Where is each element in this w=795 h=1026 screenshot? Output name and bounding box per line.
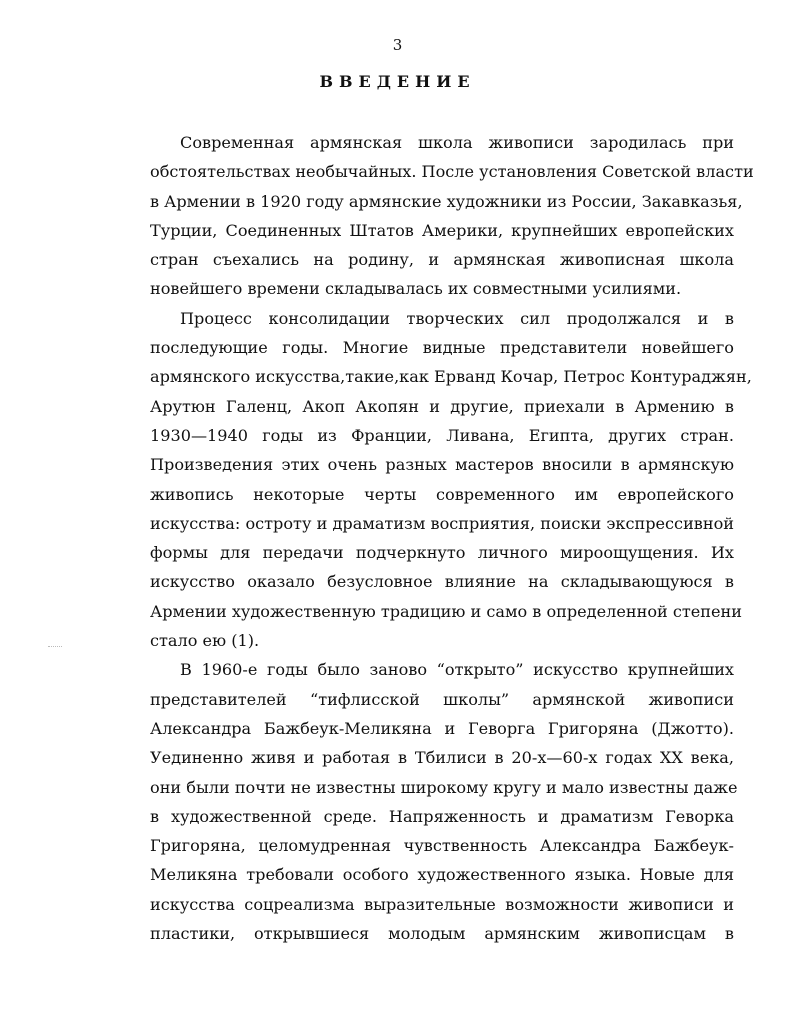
body-text: [150, 128, 754, 948]
text-line: Александра Бажбеук-Меликяна и Геворга Григоряна (Джотто).: [150, 718, 734, 738]
scan-margin-mark: [48, 646, 62, 648]
text-line: Процесс консолидации творческих сил продолжался и в: [180, 308, 734, 328]
page-title: ВВЕДЕНИЕ: [319, 72, 476, 91]
text-line: последующие годы. Многие видные представители новейшего: [150, 338, 734, 358]
text-line: обстоятельствах необычайных. После установления Советской власти: [150, 162, 754, 182]
text-line: в Армении в 1920 году армянские художники из России, Закавказья,: [150, 191, 743, 211]
text-line: в художественной среде. Напряженность и драматизм Геворка: [150, 806, 734, 826]
page-number: 3: [392, 36, 403, 54]
text-line: Произведения этих очень разных мастеров вносили в армянскую: [150, 455, 734, 475]
text-line: искусства: остроту и драматизм восприятия, поиски экспрессивной: [150, 513, 734, 533]
text-line: искусства соцреализма выразительные возможности живописи и: [150, 894, 734, 914]
text-line: 1930—1940 годы из Франции, Ливана, Египта, других стран.: [150, 425, 734, 445]
text-line: пластики, открывшиеся молодым армянским живописцам в: [150, 924, 734, 944]
text-line: стало ею (1).: [150, 631, 260, 651]
text-line: живопись некоторые черты современного им европейского: [150, 484, 734, 504]
text-line: формы для передачи подчеркнуто личного мироощущения. Их: [150, 543, 734, 563]
text-line: Арутюн Галенц, Акоп Акопян и другие, приехали в Армению в: [150, 396, 734, 416]
text-line: они были почти не известны широкому кругу и мало известны даже: [150, 777, 738, 797]
text-line: Армении художественную традицию и само в определенной степени: [150, 601, 742, 621]
text-line: представителей “тифлисской школы” армянской живописи: [150, 689, 734, 709]
text-line: Григоряна, целомудренная чувственность Александра Бажбеук-: [150, 836, 734, 856]
text-line: армянского искусства,такие,как Ерванд Кочар, Петрос Контураджян,: [150, 367, 752, 387]
text-line: искусство оказало безусловное влияние на складывающуюся в: [150, 572, 734, 592]
text-line: новейшего времени складывалась их совместными усилиями.: [150, 279, 682, 299]
text-line: стран съехались на родину, и армянская живописная школа: [150, 250, 734, 270]
text-line: Уединенно живя и работая в Тбилиси в 20-х—60-х годах XX века,: [150, 748, 734, 768]
text-line: Меликяна требовали особого художественного языка. Новые для: [150, 865, 734, 885]
text-line: Современная армянская школа живописи зародилась при: [180, 133, 734, 152]
text-line: Турции, Соединенных Штатов Америки, крупнейших европейских: [150, 220, 734, 240]
text-line: В 1960-е годы было заново “открыто” искусство крупнейших: [180, 660, 734, 680]
